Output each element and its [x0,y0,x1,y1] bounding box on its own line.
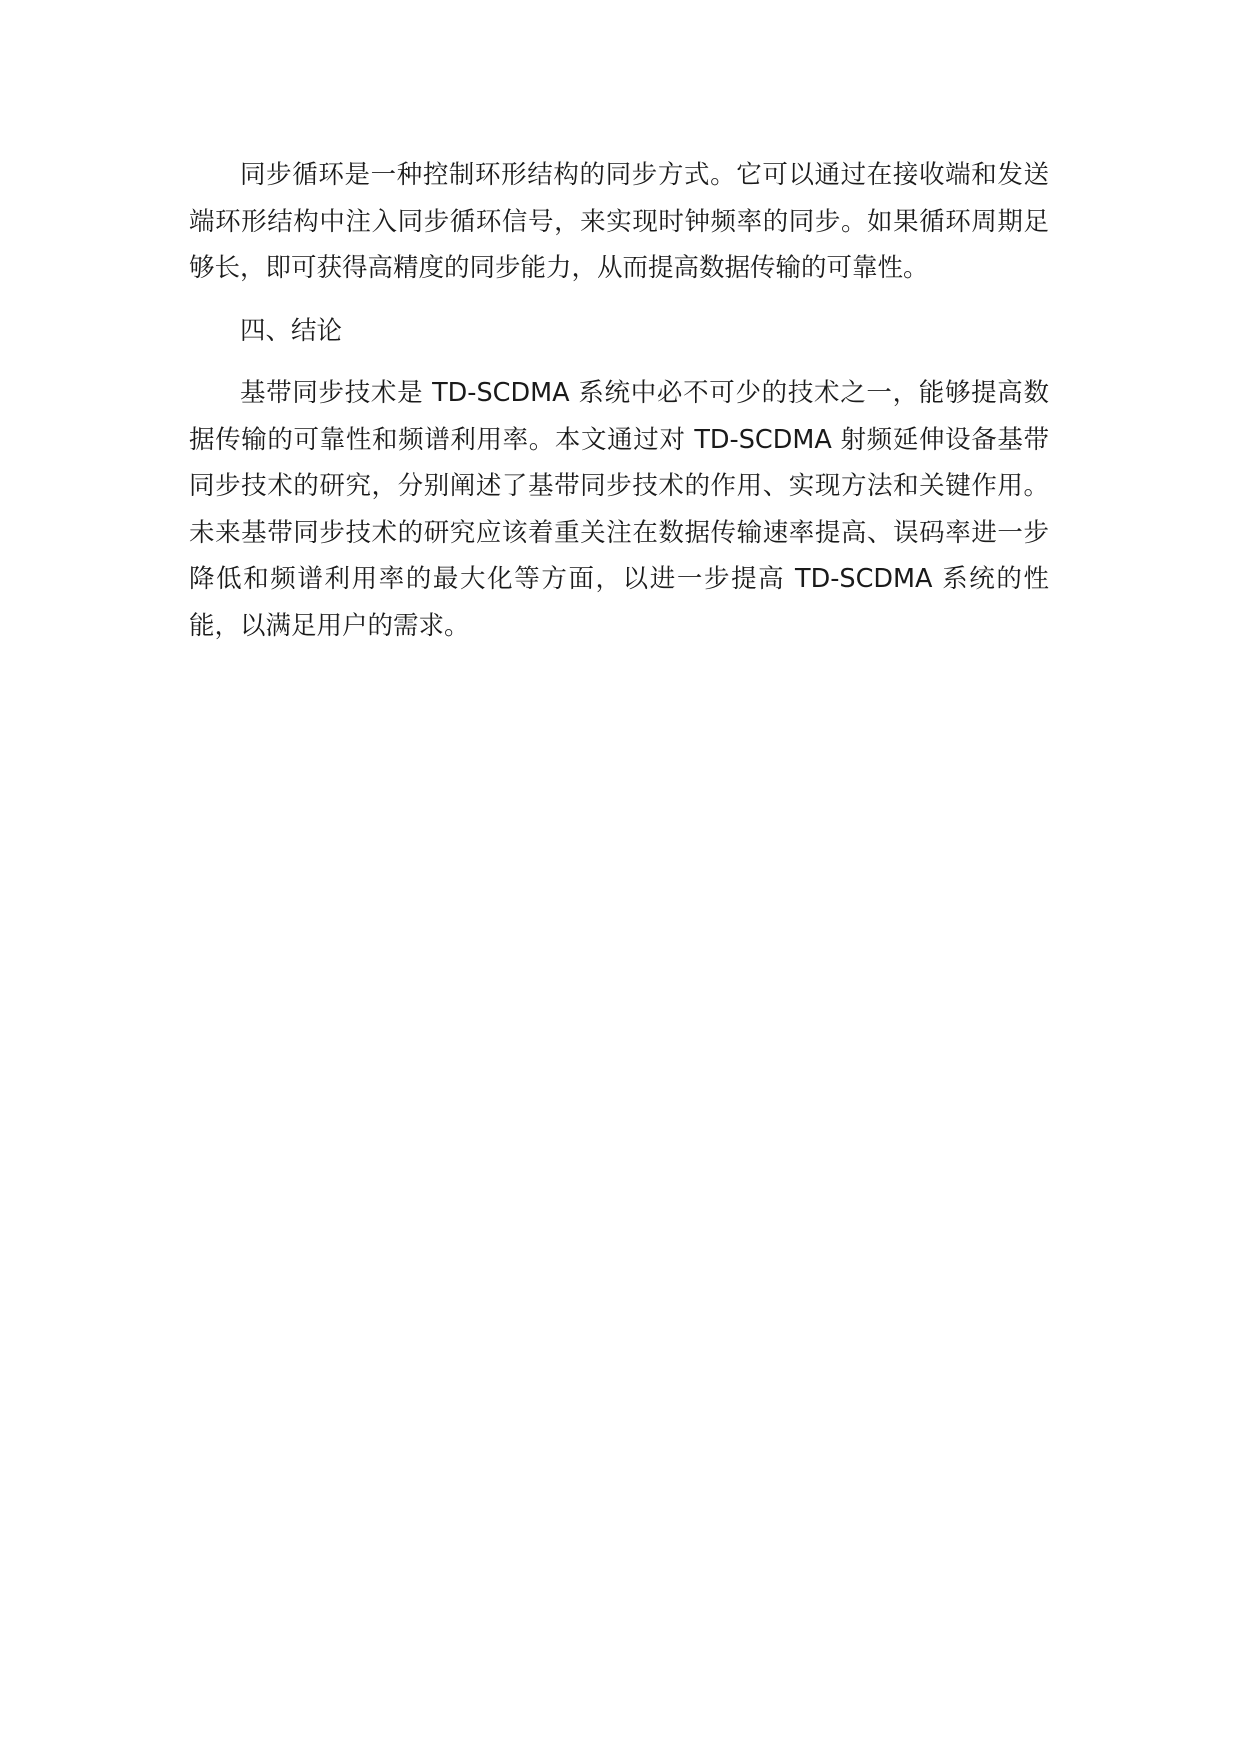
section-heading-conclusion: 四、结论 [240,315,343,346]
paragraph-conclusion: 基带同步技术是 TD-SCDMA 系统中必不可少的技术之一，能够提高数据传输的可靠性和频谱利用率。本文通过对 TD-SCDMA 射频延伸设备基带同步技术的研究，分别阐述了基带同步技术的作用、实现方法和关键作用。未来基带同步技术的研究应该着重关注在数据传输速率提高、误码率进一步降低和频谱利用率的最大化等方面，以进一步提高 TD-SCDMA 系统的性能，以满足用户的需求。 [189,378,1049,641]
paragraph-sync-loop: 同步循环是一种控制环形结构的同步方式。它可以通过在接收端和发送端环形结构中注入同步循环信号，来实现时钟频率的同步。如果循环周期足够长，即可获得高精度的同步能力，从而提高数据传输的可靠性。 [189,160,1049,283]
document-page [189,152,1049,649]
